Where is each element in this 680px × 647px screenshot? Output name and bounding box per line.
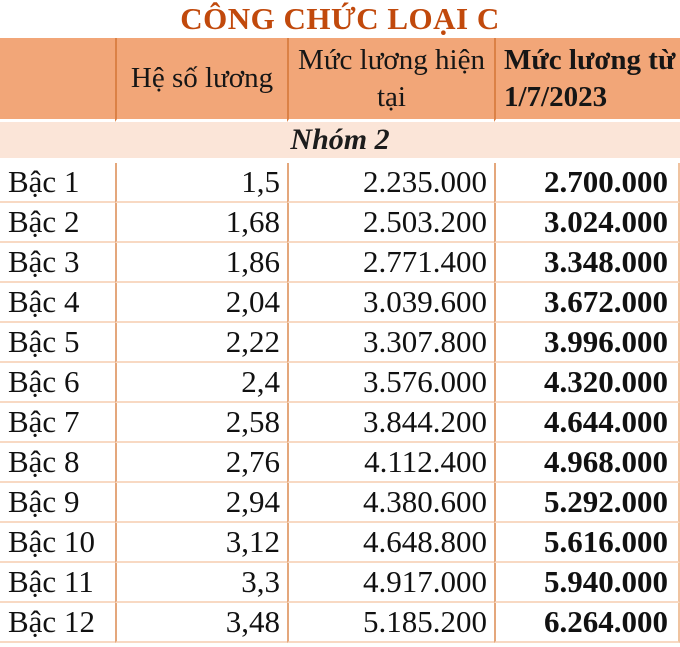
cell-new-salary: 5.292.000	[494, 483, 680, 523]
header-empty	[0, 38, 115, 122]
cell-coefficient: 1,68	[115, 203, 287, 243]
cell-current-salary: 4.112.400	[287, 443, 494, 483]
cell-coefficient: 1,5	[115, 163, 287, 203]
cell-current-salary: 3.307.800	[287, 323, 494, 363]
cell-current-salary: 4.648.800	[287, 523, 494, 563]
cell-coefficient: 2,22	[115, 323, 287, 363]
cell-coefficient: 1,86	[115, 243, 287, 283]
cell-current-salary: 4.917.000	[287, 563, 494, 603]
cell-new-salary: 2.700.000	[494, 163, 680, 203]
cell-current-salary: 5.185.200	[287, 603, 494, 643]
cell-new-salary: 4.644.000	[494, 403, 680, 443]
table-row	[0, 523, 680, 563]
cell-coefficient: 2,94	[115, 483, 287, 523]
cell-level: Bậc 3	[0, 243, 115, 283]
cell-level: Bậc 4	[0, 283, 115, 323]
cell-level: Bậc 6	[0, 363, 115, 403]
cell-current-salary: 3.576.000	[287, 363, 494, 403]
table-row	[0, 203, 680, 243]
cell-level: Bậc 7	[0, 403, 115, 443]
salary-table	[0, 38, 680, 643]
cell-level: Bậc 5	[0, 323, 115, 363]
table-row	[0, 243, 680, 283]
table-row	[0, 603, 680, 643]
header-current-salary: Mức lương hiện tại	[287, 38, 494, 122]
cell-new-salary: 3.996.000	[494, 323, 680, 363]
cell-coefficient: 3,12	[115, 523, 287, 563]
cell-level: Bậc 10	[0, 523, 115, 563]
table-row	[0, 563, 680, 603]
group-label: Nhóm 2	[0, 122, 680, 163]
cell-coefficient: 2,58	[115, 403, 287, 443]
cell-level: Bậc 1	[0, 163, 115, 203]
cell-level: Bậc 11	[0, 563, 115, 603]
cell-new-salary: 4.320.000	[494, 363, 680, 403]
group-row	[0, 122, 680, 163]
cell-level: Bậc 9	[0, 483, 115, 523]
page-title: CÔNG CHỨC LOẠI C	[180, 1, 500, 36]
table-row	[0, 403, 680, 443]
table-row	[0, 443, 680, 483]
table-row	[0, 163, 680, 203]
cell-new-salary: 5.616.000	[494, 523, 680, 563]
table-row	[0, 363, 680, 403]
cell-current-salary: 2.503.200	[287, 203, 494, 243]
table-row	[0, 483, 680, 523]
cell-new-salary: 5.940.000	[494, 563, 680, 603]
cell-level: Bậc 12	[0, 603, 115, 643]
cell-new-salary: 3.024.000	[494, 203, 680, 243]
header-coefficient: Hệ số lương	[115, 38, 287, 122]
cell-level: Bậc 2	[0, 203, 115, 243]
table-row	[0, 283, 680, 323]
cell-new-salary: 3.672.000	[494, 283, 680, 323]
cell-current-salary: 4.380.600	[287, 483, 494, 523]
cell-new-salary: 4.968.000	[494, 443, 680, 483]
cell-coefficient: 3,3	[115, 563, 287, 603]
header-new-salary: Mức lương từ 1/7/2023	[494, 38, 680, 122]
cell-current-salary: 2.771.400	[287, 243, 494, 283]
header-row	[0, 38, 680, 122]
cell-coefficient: 2,4	[115, 363, 287, 403]
cell-current-salary: 3.039.600	[287, 283, 494, 323]
cell-coefficient: 2,76	[115, 443, 287, 483]
cell-level: Bậc 8	[0, 443, 115, 483]
cell-current-salary: 3.844.200	[287, 403, 494, 443]
cell-current-salary: 2.235.000	[287, 163, 494, 203]
cell-new-salary: 6.264.000	[494, 603, 680, 643]
cell-coefficient: 3,48	[115, 603, 287, 643]
table-row	[0, 323, 680, 363]
cell-coefficient: 2,04	[115, 283, 287, 323]
cell-new-salary: 3.348.000	[494, 243, 680, 283]
